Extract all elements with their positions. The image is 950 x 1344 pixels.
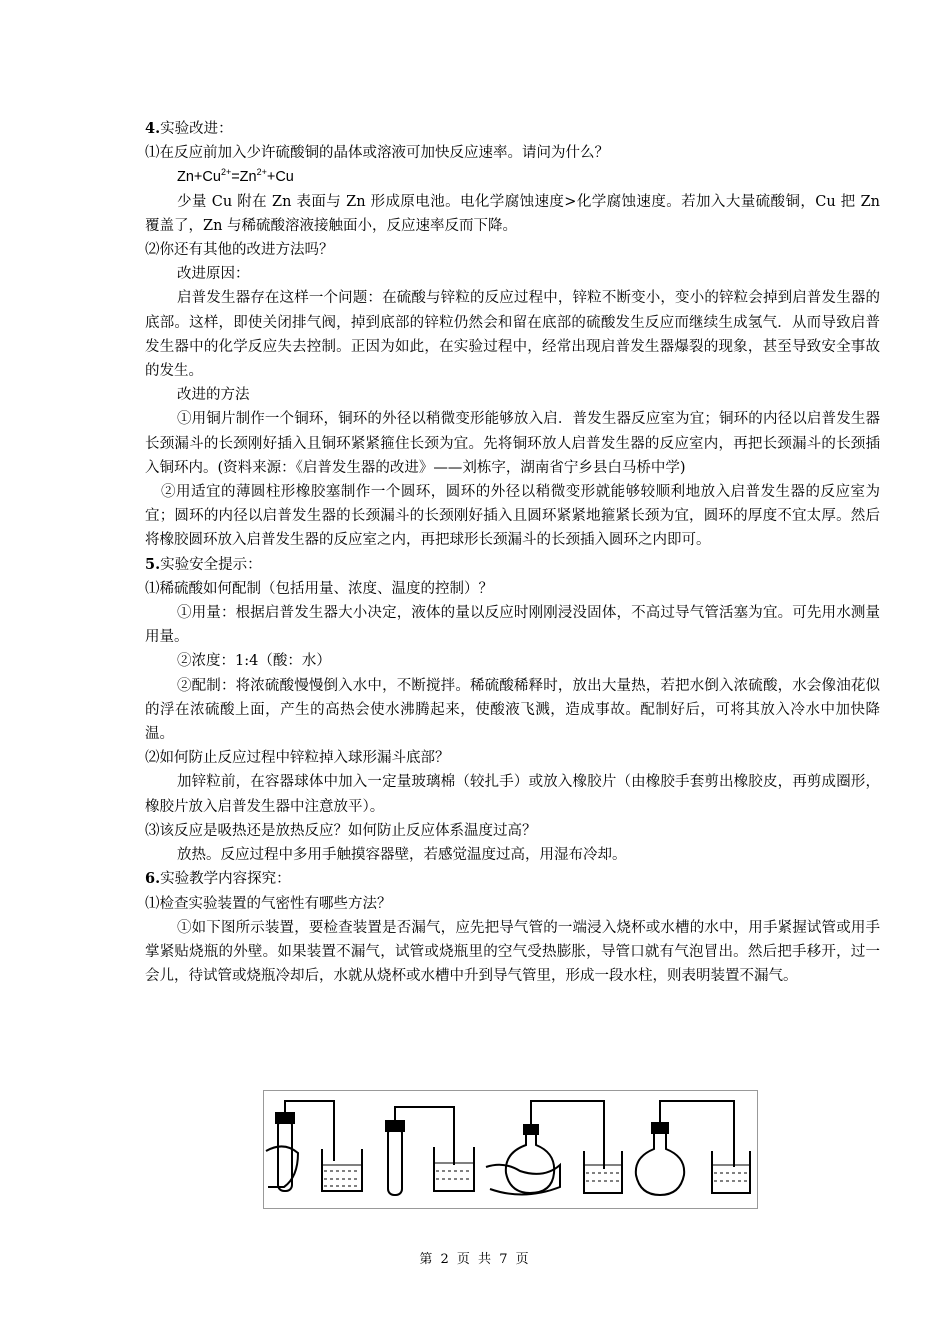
s5-answer-3: ②配制：将浓硫酸慢慢倒入水中，不断搅拌。稀硫酸稀释时，放出大量热，若把水倒入浓硫酸，水会像油花似的浮在浓硫酸上面，产生的高热会使水沸腾起来，使酸液飞溅，造成事故。配制好后，可将其放入冷水中加快降温。 (145, 677, 880, 743)
section-title: 实验安全提示： (160, 556, 262, 573)
page-content (145, 117, 880, 988)
reason-title: 改进原因： (177, 266, 250, 283)
section-number: 4. (145, 120, 161, 137)
reason-text: 启普发生器存在这样一个问题：在硫酸与锌粒的反应过程中，锌粒不断变小，变小的锌粒会掉到启普发生器的底部。这样，即使关闭排气阀，掉到底部的锌粒仍然会和留在底部的硫酸发生反应而继续生成氢气．从而导致启普发生器中的化学反应失去控制。正因为如此，在实验过程中，经常出现启普发生器爆裂的现象，甚至导致安全事故的发生。 (145, 290, 880, 380)
section-6-heading (145, 867, 880, 891)
section-number: 5. (145, 555, 161, 573)
s5-answer-5: 放热。反应过程中多用手触摸容器壁，若感觉温度过高，用湿布冷却。 (177, 847, 627, 864)
apparatus-2 (386, 1107, 474, 1195)
s5-answer-2: ②浓度：1:4（酸：水） (177, 653, 331, 670)
s6-question-1: ⑴检查实验装置的气密性有哪些方法？ (145, 895, 392, 912)
section-4-heading (145, 117, 880, 141)
method-title: 改进的方法 (177, 387, 250, 404)
method-2: ②用适宜的薄圆柱形橡胶塞制作一个圆环，圆环的外径以稍微变形就能够较顺利地放入启普发生器的反应室为宜；圆环的内径以启普发生器的长颈漏斗的长颈刚好插入且圆环紧紧地箍紧长颈为宜，圆环的厚度不宜太厚。然后将橡胶圆环放入启普发生器的反应室之内，再把球形长颈漏斗的长颈插入圆环之内即可。 (145, 484, 880, 549)
s5-question-2: ⑵如何防止反应过程中锌粒掉入球形漏斗底部？ (145, 750, 450, 767)
method-1: ①用铜片制作一个铜环，铜环的外径以稍微变形能够放入启．普发生器反应室为宜；铜环的内径以启普发生器长颈漏斗的长颈刚好插入且铜环紧紧箍住长颈为宜。先将铜环放人启普发生器的反应室内，再把长颈漏斗的长颈插入铜环内。(资料来源：《启普发生器的改进》——刘栋字，湖南省宁乡县白马桥中学) (145, 411, 880, 476)
s5-question-3: ⑶该反应是吸热还是放热反应？如何防止反应体系温度过高？ (145, 822, 537, 839)
section-number: 6. (145, 870, 161, 888)
page-footer: 第 2 页 共 7 页 (419, 1252, 531, 1267)
s5-question-1: ⑴稀硫酸如何配制（包括用量、浓度、温度的控制）？ (145, 580, 493, 597)
apparatus-1 (266, 1101, 362, 1191)
chemical-equation: $Zn+Cu^{2+}=Zn^{2+}+Cu$ (177, 167, 294, 186)
apparatus-drawing (264, 1091, 757, 1208)
s5-answer-4: 加锌粒前，在容器球体中加入一定量玻璃棉（较扎手）或放入橡胶片（由橡胶手套剪出橡胶皮，再剪成圈形，橡胶片放入启普发生器中注意放平）。 (145, 774, 880, 815)
section-5-heading (145, 553, 880, 577)
airtightness-apparatus-figure (263, 1090, 758, 1209)
section-title: 实验改进： (160, 121, 233, 137)
s6-answer-1: ①如下图所示装置，要检查装置是否漏气，应先把导气管的一端浸入烧杯或水槽的水中，用手紧握试管或用手掌紧贴烧瓶的外壁。如果装置不漏气，试管或烧瓶里的空气受热膨胀，导管口就有气泡冒出。然后把手移开，过一会儿，待试管或烧瓶冷却后，水就从烧杯或水槽中升到导气管里，形成一段水柱，则表明装置不漏气。 (145, 919, 880, 985)
s4-question-2: ⑵你还有其他的改进方法吗？ (145, 242, 334, 259)
apparatus-4 (636, 1101, 750, 1195)
s5-answer-1: ①用量：根据启普发生器大小决定，液体的量以反应时刚刚浸没固体，不高过导气管活塞为宜。可先用水测量用量。 (145, 605, 880, 646)
s4-answer-1: 少量 Cu 附在 Zn 表面与 Zn 形成原电池。电化学腐蚀速度>化学腐蚀速度。若加入大量硫酸铜，Cu 把 Zn 覆盖了，Zn 与稀硫酸溶液接触面小，反应速率反而下降。 (145, 193, 880, 234)
apparatus-3 (486, 1101, 622, 1195)
section-title: 实验教学内容探究： (160, 871, 291, 888)
s4-question-1: ⑴在反应前加入少许硫酸铜的晶体或溶液可加快反应速率。请问为什么？ (145, 145, 609, 162)
